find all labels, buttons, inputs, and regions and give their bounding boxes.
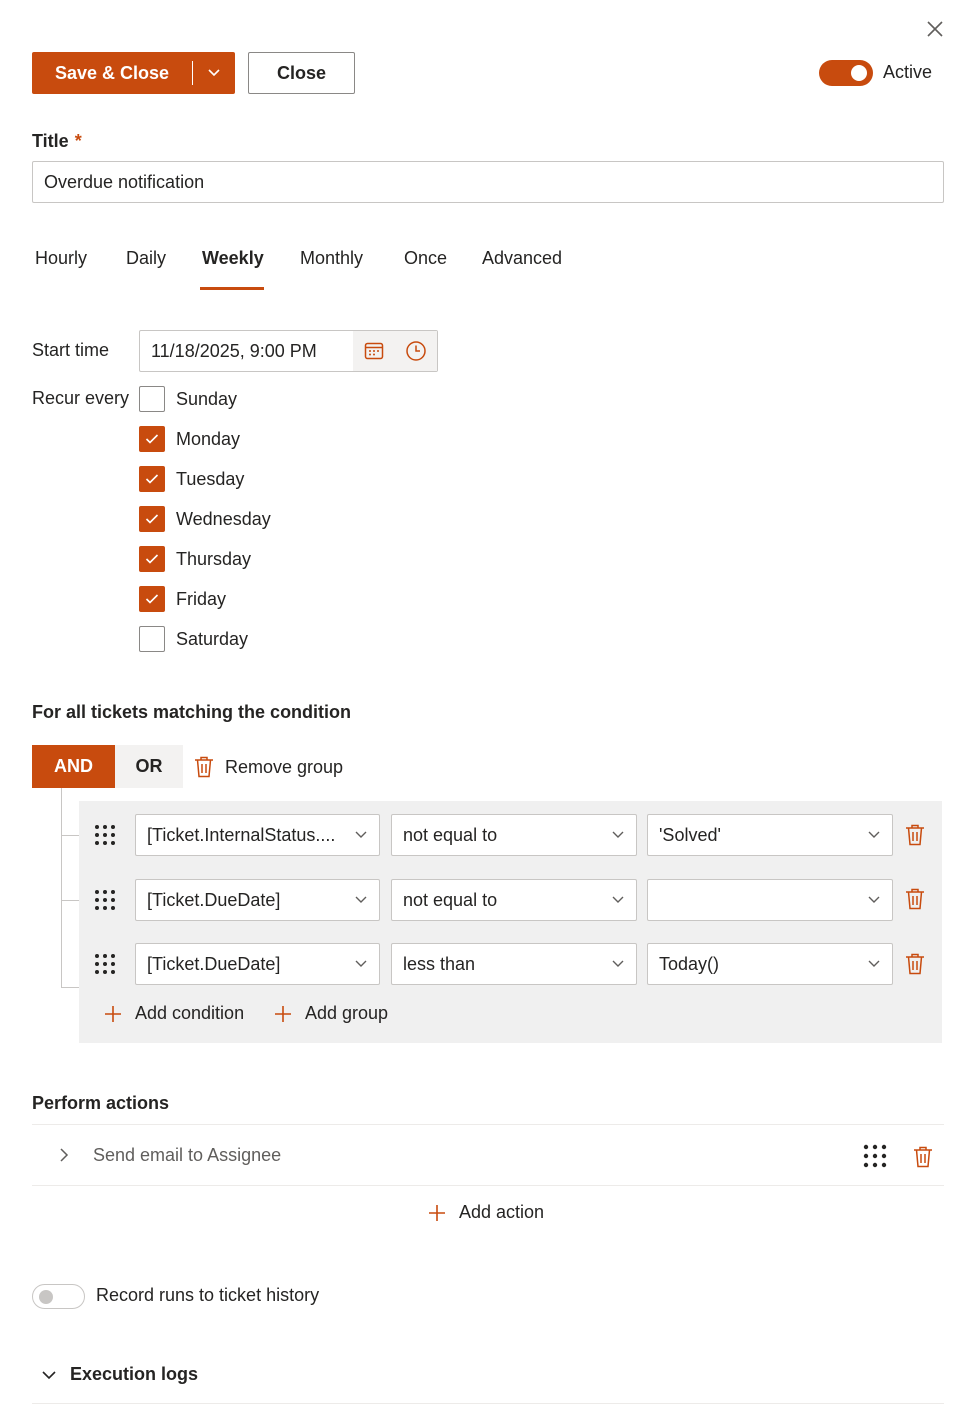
condition-field-value: [Ticket.DueDate] (147, 889, 281, 910)
chevron-down-icon (867, 895, 881, 905)
clock-icon[interactable] (405, 340, 427, 362)
day-label: Tuesday (176, 468, 245, 489)
save-and-close-button[interactable] (32, 52, 235, 94)
tab-hourly[interactable]: Hourly (35, 248, 88, 268)
condition-operator-value: not equal to (403, 824, 498, 845)
chevron-down-icon (611, 959, 625, 969)
drag-handle-icon[interactable] (93, 888, 117, 912)
chevron-down-icon (354, 895, 368, 905)
add-condition-label: Add condition (135, 1003, 245, 1023)
recur-every-label: Recur every (32, 388, 130, 408)
remove-group-button[interactable] (193, 753, 343, 781)
day-monday[interactable] (139, 426, 240, 452)
delete-condition-trash-icon[interactable] (904, 823, 926, 847)
condition-operator-value: less than (403, 953, 476, 974)
title-label-text: Title (32, 131, 69, 151)
condition-field-dropdown[interactable] (135, 879, 380, 921)
chevron-down-icon (354, 959, 368, 969)
day-friday[interactable] (139, 586, 226, 612)
condition-field-value: [Ticket.DueDate] (147, 953, 281, 974)
checkbox-saturday[interactable] (139, 626, 165, 652)
calendar-icon[interactable] (363, 340, 385, 362)
chevron-down-icon (354, 830, 368, 840)
chevron-down-icon (40, 1369, 58, 1381)
delete-condition-trash-icon[interactable] (904, 887, 926, 911)
day-sunday[interactable] (139, 386, 237, 412)
day-tuesday[interactable] (139, 466, 244, 492)
delete-condition-trash-icon[interactable] (904, 952, 926, 976)
tab-monthly[interactable]: Monthly (300, 248, 364, 268)
tab-daily[interactable]: Daily (126, 248, 167, 268)
and-button[interactable]: AND (32, 745, 115, 788)
execution-logs-expander[interactable] (40, 1364, 198, 1385)
condition-value-dropdown[interactable] (647, 943, 893, 985)
checkbox-tuesday[interactable] (139, 466, 165, 492)
selected-tab-indicator (200, 287, 264, 290)
day-label: Saturday (176, 628, 249, 649)
action-label: Send email to Assignee (93, 1145, 282, 1165)
close-icon[interactable] (920, 14, 950, 44)
remove-group-label: Remove group (225, 756, 344, 777)
plus-icon (103, 1004, 123, 1024)
checkbox-friday[interactable] (139, 586, 165, 612)
condition-field-value: [Ticket.InternalStatus.... (147, 824, 336, 845)
day-label: Thursday (176, 548, 252, 569)
drag-handle-icon[interactable] (862, 1143, 888, 1169)
checkbox-monday[interactable] (139, 426, 165, 452)
tree-branch (61, 987, 79, 988)
close-button[interactable]: Close (248, 52, 355, 94)
condition-value: 'Solved' (659, 824, 721, 845)
checkbox-sunday[interactable] (139, 386, 165, 412)
day-wednesday[interactable] (139, 506, 271, 532)
required-mark: * (74, 131, 82, 151)
divider (32, 1403, 944, 1404)
condition-section-title: For all tickets matching the condition (32, 702, 352, 722)
day-label: Wednesday (176, 508, 271, 529)
start-time-label: Start time (32, 340, 110, 360)
toggle-knob (39, 1290, 53, 1304)
condition-operator-value: not equal to (403, 889, 498, 910)
condition-field-dropdown[interactable] (135, 814, 380, 856)
save-and-close-label: Save & Close (54, 62, 170, 83)
add-action-label: Add action (459, 1202, 545, 1222)
day-label: Monday (176, 428, 241, 449)
delete-action-trash-icon[interactable] (912, 1145, 934, 1169)
title-input[interactable]: Overdue notification (32, 161, 944, 203)
day-label: Sunday (176, 388, 238, 409)
tab-advanced[interactable]: Advanced (482, 248, 563, 268)
add-group-label: Add group (305, 1003, 389, 1023)
chevron-down-icon (867, 959, 881, 969)
tab-once[interactable]: Once (404, 248, 448, 268)
group-tree-line (61, 788, 62, 988)
toggle-knob (851, 65, 867, 81)
trash-icon (193, 755, 215, 779)
or-button[interactable]: OR (115, 745, 183, 788)
tree-branch (61, 835, 79, 836)
active-toggle[interactable] (819, 60, 873, 86)
record-runs-label: Record runs to ticket history (96, 1285, 320, 1305)
tab-weekly[interactable]: Weekly (202, 248, 264, 268)
start-time-field[interactable] (139, 330, 438, 372)
execution-logs-label: Execution logs (70, 1364, 199, 1384)
chevron-down-icon (867, 830, 881, 840)
add-group-button[interactable] (273, 1003, 388, 1024)
day-saturday[interactable] (139, 626, 248, 652)
title-label (32, 131, 82, 152)
condition-operator-dropdown[interactable] (391, 879, 637, 921)
start-time-value[interactable]: 11/18/2025, 9:00 PM (151, 340, 317, 361)
action-item[interactable] (32, 1124, 944, 1186)
condition-operator-dropdown[interactable] (391, 943, 637, 985)
checkbox-thursday[interactable] (139, 546, 165, 572)
add-action-button[interactable] (427, 1202, 544, 1223)
chevron-down-icon (611, 895, 625, 905)
checkbox-wednesday[interactable] (139, 506, 165, 532)
tree-branch (61, 900, 79, 901)
plus-icon (427, 1203, 447, 1223)
day-thursday[interactable] (139, 546, 251, 572)
record-runs-toggle[interactable] (32, 1284, 85, 1309)
add-condition-button[interactable] (103, 1003, 244, 1024)
day-label: Friday (176, 588, 227, 609)
drag-handle-icon[interactable] (93, 823, 117, 847)
active-label: Active (883, 62, 933, 82)
drag-handle-icon[interactable] (93, 952, 117, 976)
condition-value-dropdown[interactable] (647, 814, 893, 856)
condition-value: Today() (659, 953, 720, 974)
chevron-right-icon[interactable] (58, 1147, 70, 1163)
condition-field-dropdown[interactable] (135, 943, 380, 985)
condition-operator-dropdown[interactable] (391, 814, 637, 856)
chevron-down-icon (611, 830, 625, 840)
condition-value-dropdown[interactable] (647, 879, 893, 921)
actions-section-title: Perform actions (32, 1093, 170, 1113)
plus-icon (273, 1004, 293, 1024)
chevron-down-icon[interactable] (193, 68, 235, 78)
